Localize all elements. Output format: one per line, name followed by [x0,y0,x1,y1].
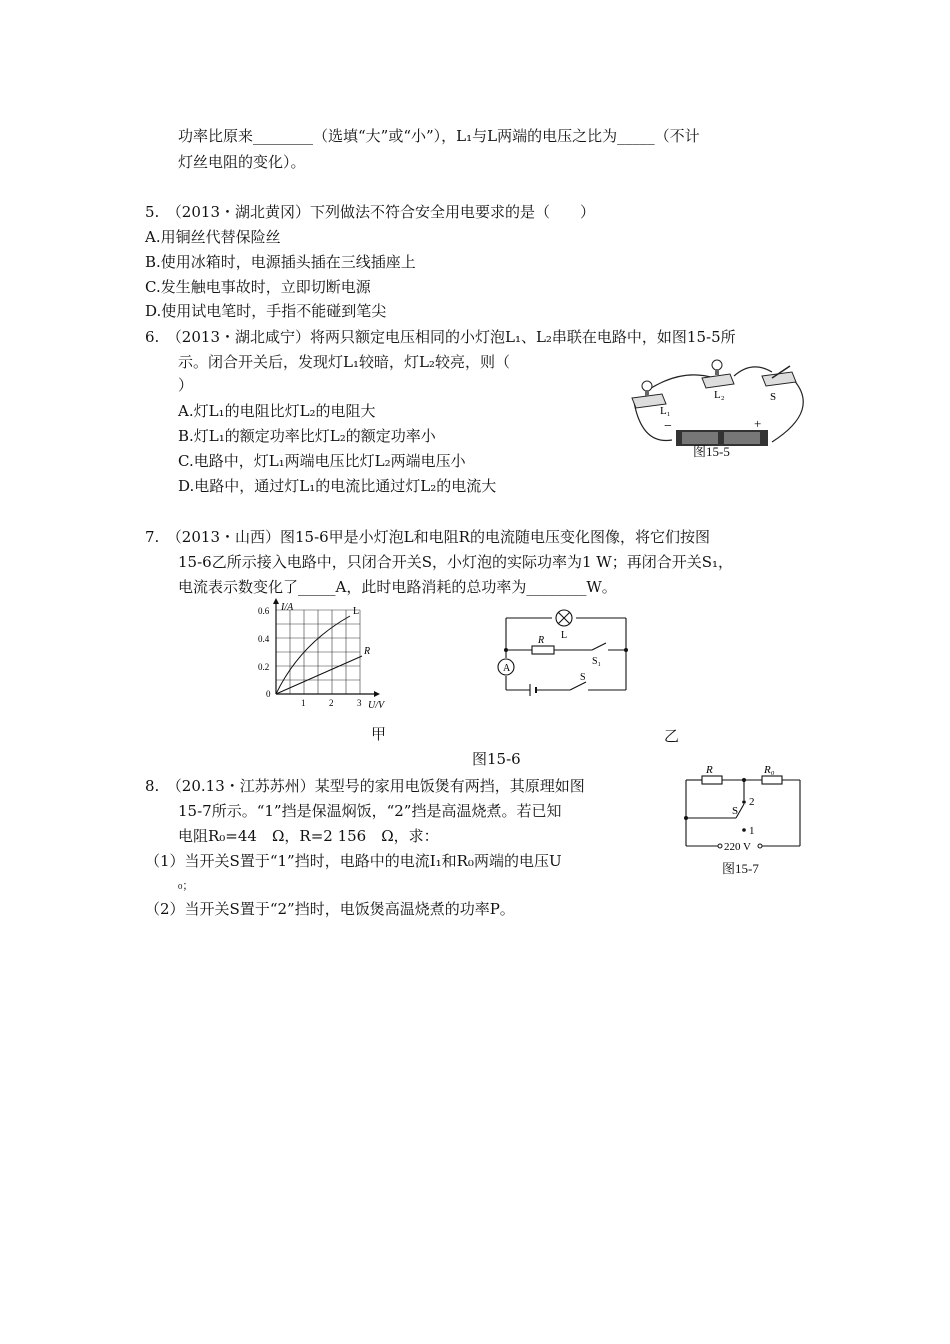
q6-option-a: A.灯L₁的电阻比灯L₂的电阻大 [178,402,376,420]
label-curve-l: L [353,606,360,617]
figure-15-7-caption: 图15-7 [722,861,759,876]
label-line-r: R [364,646,371,657]
q6-stem-line1: 6. （2013・湖北咸宁）将两只额定电压相同的小灯泡L₁、L₂串联在电路中，如图15-5所 [145,328,736,346]
q8-line3: 电阻R₀=44 Ω，R=2 156 Ω，求： [178,827,439,845]
circuit-s1-label: S₁ [592,656,602,667]
circuit-lamp-label: L [561,630,568,641]
q8-sub2: （2）当开关S置于“2”挡时，电饭煲高温烧煮的功率P。 [145,900,515,918]
q8-line1: 8. （20.13・江苏苏州）某型号的家用电饭煲有两挡，其原理如图 [145,777,585,795]
battery-minus: − [664,419,672,434]
q8-sub1-tail: ₀； [178,879,194,892]
circuit-r-label: R [538,635,545,646]
figure-15-7 [680,766,810,856]
q4-line1: 功率比原来________（选填“大”或“小”），L₁与L两端的电压之比为_____（不计 [178,127,700,145]
fig157-r0-label: R₀ [764,764,775,776]
q6-option-b: B.灯L₁的额定功率比灯L₂的额定功率小 [178,427,436,445]
label-s: S [770,391,777,403]
graph-xlabel: U/V [368,700,385,711]
q5-option-d: D.使用试电笔时，手指不能碰到笔尖 [145,302,387,320]
bulb-l2 [702,360,734,388]
figure-label-jia: 甲 [371,725,387,743]
figure-15-6-graph [250,600,400,711]
battery-plus: + [754,416,762,431]
bulb-l1 [632,381,666,408]
q5-option-a: A.用铜丝代替保险丝 [145,228,281,246]
q6-option-c: C.电路中，灯L₁两端电压比灯L₂两端电压小 [178,452,466,470]
figure-15-6-circuit [490,600,640,700]
ammeter-label: A [503,663,511,674]
xtick-3: 3 [357,698,362,708]
q4-line2: 灯丝电阻的变化）。 [178,153,306,171]
label-l1: L₁ [660,405,671,417]
label-l2: L₂ [714,389,725,401]
q6-option-d: D.电路中，通过灯L₁的电流比通过灯L₂的电流大 [178,477,497,495]
ytick-06: 0.6 [258,606,270,616]
xtick-1: 1 [301,698,306,708]
fig157-r-label: R [706,764,713,776]
q5-option-c: C.发生触电事故时，立即切断电源 [145,278,371,296]
figure-label-yi: 乙 [664,727,680,745]
figure-15-6-caption: 图15-6 [472,750,521,768]
line-r [276,656,362,694]
ytick-04: 0.4 [258,634,270,644]
q7-line2: 15-6乙所示接入电路中，只闭合开关S，小灯泡的实际功率为1 W；再闭合开关S₁， [178,553,733,571]
curve-l [276,616,350,694]
ytick-0: 0 [266,689,271,699]
q6-stem-line3: ） [178,376,194,394]
circuit-s-label: S [580,672,586,683]
figure-15-5-caption: 图15-5 [693,444,730,459]
q7-line1: 7. （2013・山西）图15-6甲是小灯泡L和电阻R的电流随电压变化图像，将它们按图 [145,528,710,546]
ytick-02: 0.2 [258,662,270,672]
fig157-pos1: 1 [749,825,755,837]
fig157-pos2: 2 [749,796,755,808]
fig157-voltage: 220 V [724,841,751,853]
graph-ylabel: I/A [281,602,294,613]
q8-line2: 15-7所示。“1”挡是保温焖饭，“2”挡是高温烧煮。若已知 [178,802,562,820]
q8-sub1: （1）当开关S置于“1”挡时，电路中的电流I₁和R₀两端的电压U [145,852,562,870]
q6-stem-line2: 示。闭合开关后，发现灯L₁较暗，灯L₂较亮，则（ [178,353,510,371]
fig157-s-label: S [732,805,739,817]
xtick-2: 2 [329,698,334,708]
q5-stem: 5. （2013・湖北黄冈）下列做法不符合安全用电要求的是（ ） [145,203,595,221]
q5-option-b: B.使用冰箱时，电源插头插在三线插座上 [145,253,416,271]
q7-line3: 电流表示数变化了_____A，此时电路消耗的总功率为________W。 [178,578,617,596]
